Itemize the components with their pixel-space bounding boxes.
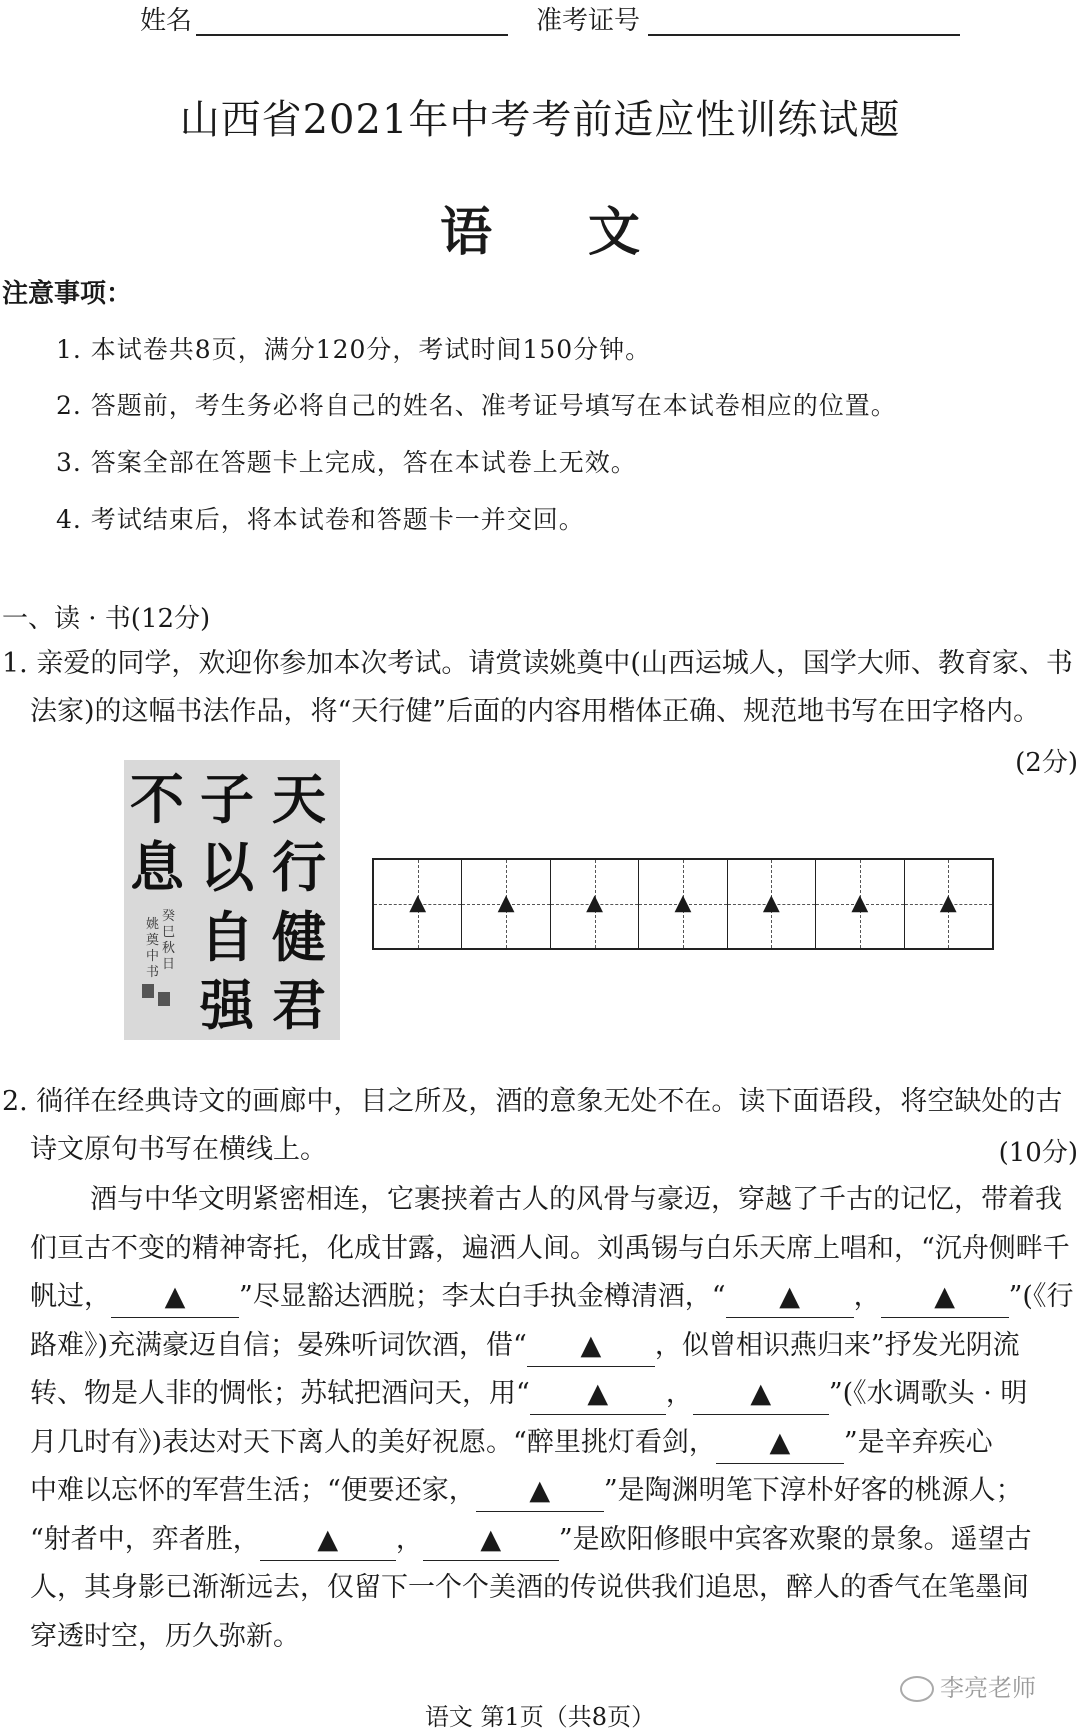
- q1-points: (2分): [1015, 748, 1078, 778]
- subject-char-2: 文: [588, 203, 641, 263]
- svg-text:奠: 奠: [146, 933, 160, 948]
- passage-text: 路难》)充满豪迈自信；晏殊听词饮酒，借“: [30, 1329, 527, 1361]
- passage-line: [30, 1322, 1078, 1371]
- grid-cell[interactable]: [374, 860, 462, 948]
- notice-item-3: 3. 答案全部在答题卡上完成，答在本试卷上无效。: [56, 448, 637, 477]
- tianzige-grid[interactable]: [372, 858, 994, 950]
- passage-text: ，似曾相识燕归来”抒发光阴流: [654, 1329, 1020, 1361]
- grid-cell[interactable]: [639, 860, 727, 948]
- passage-line: 人，其身影已渐渐远去，仅留下一个个美酒的传说供我们追思，醉人的香气在笔墨间: [30, 1572, 1029, 1603]
- subject-char-1: 语: [439, 203, 492, 263]
- svg-text:息: 息: [130, 835, 184, 899]
- passage-line: [30, 1419, 1078, 1468]
- passage-text: 帆过，: [30, 1281, 111, 1312]
- answer-blank[interactable]: ▲: [693, 1374, 829, 1415]
- subject-title: [0, 190, 1080, 265]
- exam-title: 山西省2021年中考考前适应性训练试题: [179, 97, 901, 143]
- answer-blank[interactable]: ▲: [881, 1277, 1009, 1318]
- calligraphy-image: [124, 760, 340, 1040]
- grid-cell[interactable]: [905, 860, 992, 948]
- passage-text: ，: [853, 1281, 881, 1312]
- passage-line: [30, 1516, 1078, 1565]
- triangle-mark: ▲: [409, 890, 427, 916]
- passage-text: ”(《行: [1008, 1281, 1074, 1312]
- passage-line: [30, 1467, 1078, 1516]
- svg-text:健: 健: [272, 905, 326, 969]
- watermark-text: 李亮老师: [940, 1674, 1036, 1702]
- svg-text:强: 强: [200, 973, 254, 1037]
- q2-passage: [30, 1176, 1078, 1661]
- section-heading: 一、读 · 书(12分): [2, 604, 211, 634]
- svg-text:巳: 巳: [162, 925, 176, 940]
- passage-line: 穿透时空，历久弥新。: [30, 1620, 300, 1652]
- svg-text:子: 子: [200, 767, 254, 831]
- triangle-mark: ▲: [497, 890, 515, 916]
- answer-blank[interactable]: ▲: [476, 1471, 604, 1512]
- grid-cell[interactable]: [462, 860, 550, 948]
- triangle-mark: ▲: [939, 890, 957, 916]
- name-field[interactable]: [196, 2, 508, 36]
- answer-blank[interactable]: ▲: [530, 1374, 666, 1415]
- svg-text:行: 行: [272, 835, 326, 899]
- answer-blank[interactable]: ▲: [726, 1277, 854, 1318]
- grid-cell[interactable]: [551, 860, 639, 948]
- notice-item-4: 4. 考试结束后，将本试卷和答题卡一并交回。: [56, 505, 585, 534]
- passage-text: 转、物是人非的惆怅；苏轼把酒问天，用“: [30, 1378, 530, 1409]
- q2-points: (10分): [998, 1138, 1078, 1168]
- passage-text: ”尽显豁达洒脱；李太白手执金樽清酒，“: [239, 1281, 726, 1312]
- passage-text: ”是辛弃疾心: [843, 1426, 993, 1458]
- answer-blank[interactable]: ▲: [716, 1423, 844, 1464]
- passage-line: 们亘古不变的精神寄托，化成甘露，遍洒人间。刘禹锡与白乐天席上唱和，“沉舟侧畔千: [30, 1232, 1070, 1264]
- passage-line: 酒与中华文明紧密相连，它裹挟着古人的风骨与豪迈，穿越了千古的记忆，带着我: [90, 1184, 1062, 1215]
- calligraphy-artwork: [124, 760, 340, 1040]
- triangle-mark: ▲: [762, 890, 780, 916]
- q2-line-1: 2. 徜徉在经典诗文的画廊中，目之所及，酒的意象无处不在。读下面语段，将空缺处的古: [2, 1086, 1063, 1117]
- notice-item-2: 2. 答题前，考生务必将自己的姓名、准考证号填写在本试卷相应的位置。: [56, 391, 897, 420]
- passage-text: ”是欧阳修眼中宾客欢聚的景象。遥望古: [558, 1523, 1032, 1555]
- svg-text:不: 不: [130, 767, 184, 831]
- question-1: [2, 640, 1074, 736]
- svg-text:君: 君: [272, 973, 326, 1037]
- passage-text: ”是陶渊明笔下淳朴好客的桃源人；: [603, 1475, 1023, 1506]
- question-2: [2, 1078, 1074, 1174]
- answer-blank[interactable]: ▲: [527, 1326, 655, 1367]
- passage-text: ，: [665, 1378, 693, 1409]
- passage-text: ”(《水调歌头 · 明: [828, 1378, 1028, 1409]
- answer-blank[interactable]: ▲: [423, 1520, 559, 1561]
- passage-text: ，: [395, 1523, 423, 1555]
- q2-line-2: 诗文原句书写在横线上。: [30, 1134, 327, 1165]
- notice-item-1: 1. 本试卷共8页，满分120分，考试时间150分钟。: [56, 335, 652, 364]
- svg-text:秋: 秋: [162, 941, 176, 956]
- svg-text:书: 书: [146, 965, 160, 980]
- passage-line: [30, 1370, 1078, 1419]
- passage-text: 月几时有》)表达对天下离人的美好祝愿。“醉里挑灯看剑，: [30, 1426, 716, 1458]
- triangle-mark: ▲: [851, 890, 869, 916]
- triangle-mark: ▲: [586, 890, 604, 916]
- passage-text: “射者中，弈者胜，: [30, 1523, 260, 1555]
- passage-text: 中难以忘怀的军营生活；“便要还家，: [30, 1475, 476, 1506]
- q1-line-1: 1. 亲爱的同学，欢迎你参加本次考试。请赏读姚奠中(山西运城人，国学大师、教育家、书: [2, 648, 1073, 679]
- passage-line: [30, 1273, 1078, 1322]
- q1-line-2: 法家)的这幅书法作品，将“天行健”后面的内容用楷体正确、规范地书写在田字格内。: [30, 696, 1041, 727]
- name-label: 姓名: [140, 6, 193, 36]
- exam-id-field[interactable]: [648, 2, 960, 36]
- grid-cell[interactable]: [816, 860, 904, 948]
- grid-cell[interactable]: [728, 860, 816, 948]
- exam-id-label: 准考证号: [536, 6, 641, 36]
- triangle-mark: ▲: [674, 890, 692, 916]
- svg-text:自: 自: [200, 905, 254, 969]
- svg-text:癸: 癸: [162, 909, 176, 924]
- svg-text:天: 天: [272, 767, 326, 831]
- notice-heading: 注意事项：: [2, 279, 133, 309]
- page-footer: 语文 第1页（共8页）: [424, 1703, 656, 1731]
- svg-text:姚: 姚: [146, 917, 160, 932]
- svg-text:以: 以: [200, 835, 254, 899]
- svg-text:中: 中: [146, 949, 160, 964]
- answer-blank[interactable]: ▲: [260, 1520, 396, 1561]
- svg-text:日: 日: [162, 957, 176, 972]
- answer-blank[interactable]: ▲: [111, 1277, 239, 1318]
